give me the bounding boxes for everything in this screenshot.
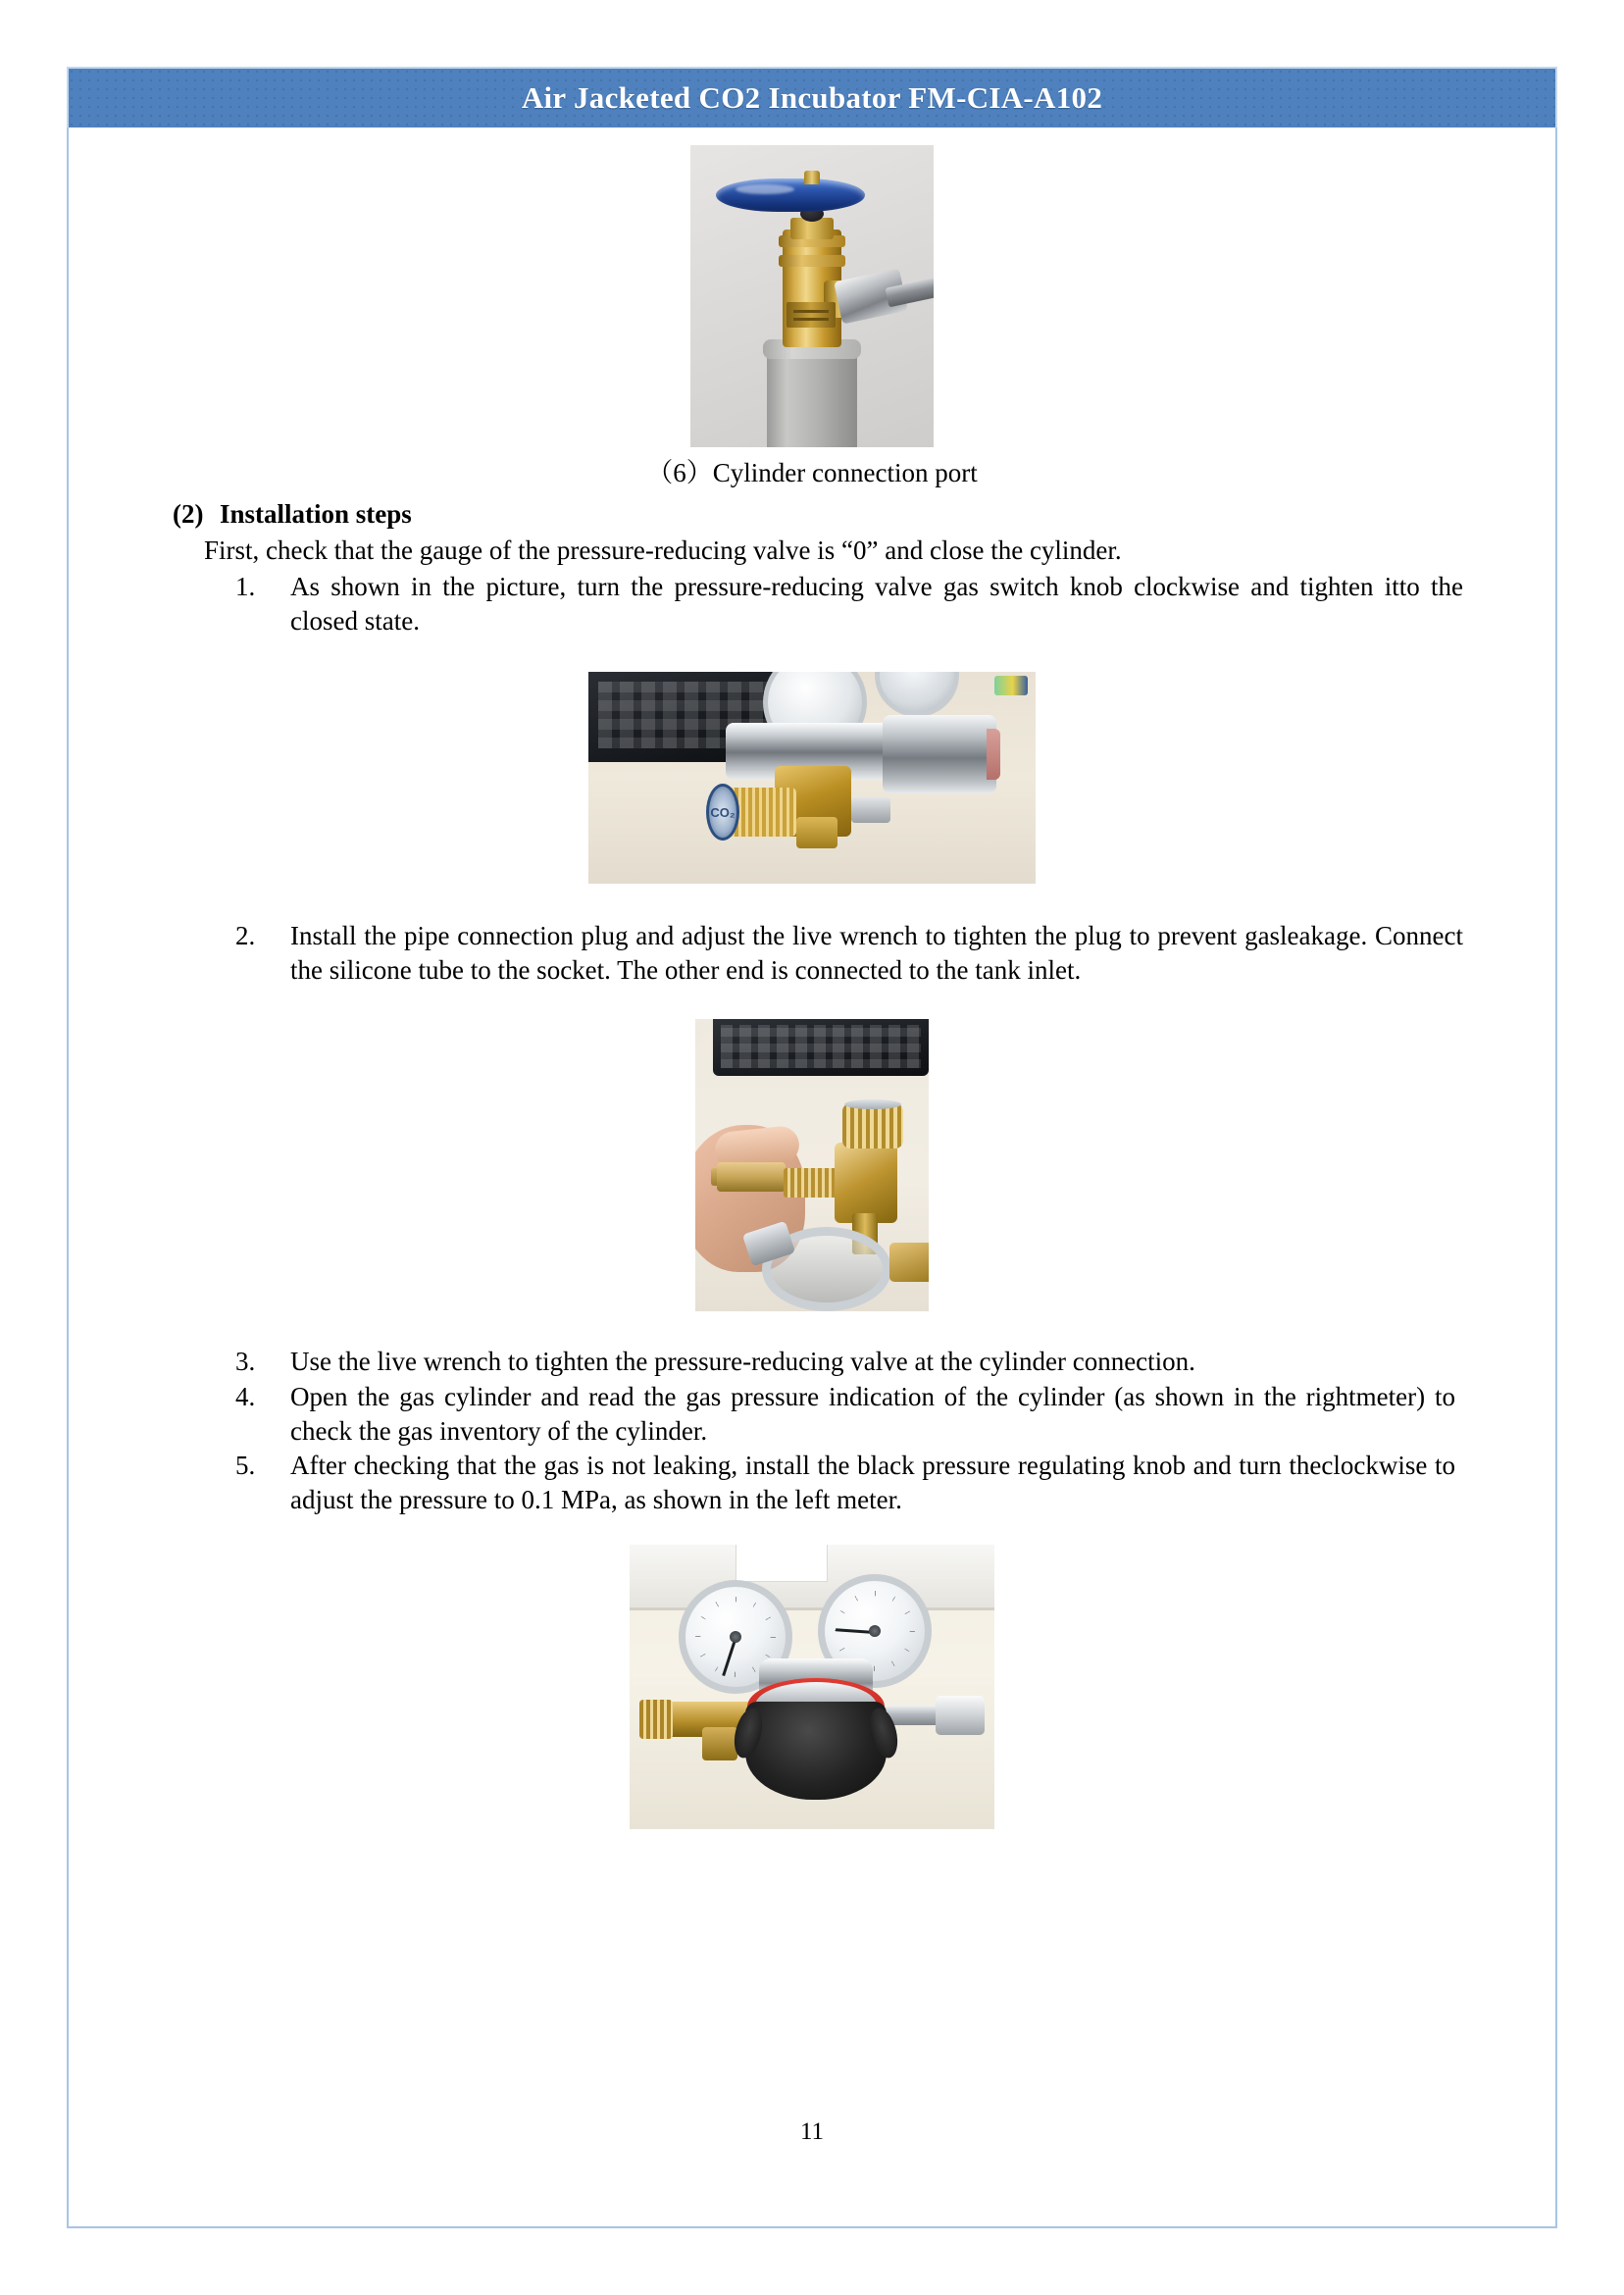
step-text: Install the pipe connection plug and adjust the live wrench to tighten the plug to prevent gasleakage. Connect the silicone tube to the socket. The other end is connected to the tank inlet. xyxy=(290,921,1463,986)
section-number: (2) xyxy=(173,499,204,529)
steps-list-part-2 xyxy=(235,919,1463,988)
brass-fitting-right xyxy=(889,1243,929,1282)
list-item-step-4 xyxy=(235,1380,1455,1449)
inlet-nut-right xyxy=(936,1696,985,1735)
figure-pipe-connection-plug xyxy=(67,1019,1557,1311)
step-text: Open the gas cylinder and read the gas pressure indication of the cylinder (as shown in the rightmeter) to check the gas inventory of the cylinder. xyxy=(290,1381,1455,1446)
co2-knob-label: CO₂ xyxy=(706,784,739,841)
page-content xyxy=(67,128,1557,2168)
step-text: Use the live wrench to tighten the pressure-reducing valve at the cylinder connection. xyxy=(290,1347,1195,1377)
brass-fitting-body xyxy=(835,1143,897,1223)
cylinder-neck xyxy=(767,346,857,447)
hose-clamp xyxy=(851,797,890,823)
brass-elbow xyxy=(702,1727,737,1760)
regulator-chrome-cap xyxy=(883,715,996,793)
paper-sheet xyxy=(736,1545,828,1582)
pressure-reducing-valve-knob-photo xyxy=(588,672,1036,884)
step-marker: 3. xyxy=(235,1347,256,1377)
gauge-hub xyxy=(869,1625,881,1637)
figure-cylinder-connection-port xyxy=(67,145,1557,447)
section-heading-installation-steps xyxy=(173,499,1557,530)
pipe-connection-plug xyxy=(717,1162,786,1192)
list-item-step-1 xyxy=(235,570,1463,638)
section-title: Installation steps xyxy=(220,499,412,529)
threaded-nipple xyxy=(784,1168,840,1198)
step-text: After checking that the gas is not leaking, install the black pressure regulating knob and turn theclockwise to adjust the pressure to 0.1 MPa, as shown in the left meter. xyxy=(290,1450,1455,1514)
page-title: Air Jacketed CO2 Incubator FM-CIA-A102 xyxy=(521,80,1103,115)
list-item-step-2 xyxy=(235,919,1463,988)
knurled-knob xyxy=(842,1103,903,1148)
page-number: 11 xyxy=(799,2118,825,2145)
figure-two-gauge-regulator xyxy=(67,1545,1557,1829)
steps-list-part-3 xyxy=(235,1345,1455,1516)
valve-stamp-marking xyxy=(787,302,836,328)
section-intro-paragraph: First, check that the gauge of the pressure-reducing valve is “0” and close the cylinder. xyxy=(204,536,1122,565)
document-header-banner xyxy=(67,67,1557,128)
gauge-hub xyxy=(730,1631,741,1643)
handwheel-highlight xyxy=(736,184,794,194)
pipe-connection-plug-photo xyxy=(695,1019,929,1311)
step-marker: 4. xyxy=(235,1381,256,1411)
brass-outlet-thread xyxy=(796,817,837,848)
valve-stem-cap xyxy=(804,171,820,184)
two-gauge-regulator-photo xyxy=(630,1545,994,1829)
brass-band-lower xyxy=(779,255,845,267)
step-marker: 2. xyxy=(235,921,256,951)
black-pressure-regulating-knob xyxy=(745,1702,887,1800)
list-item-step-3 xyxy=(235,1345,1455,1379)
step-text: As shown in the picture, turn the pressure-reducing valve gas switch knob clockwise and tighten itto the closed state. xyxy=(290,572,1463,637)
figure-pressure-reducing-valve-knob xyxy=(67,672,1557,884)
list-item-step-5 xyxy=(235,1449,1455,1517)
figure-1-caption: （6）Cylinder connection port xyxy=(646,458,978,487)
keyboard-in-background xyxy=(713,1019,929,1076)
step-marker: 5. xyxy=(235,1450,256,1480)
blue-handwheel xyxy=(716,178,865,212)
step-marker: 1. xyxy=(235,572,256,602)
background-sticker xyxy=(994,676,1028,695)
brass-knurled-nut xyxy=(639,1700,673,1739)
cylinder-connection-port-photo xyxy=(690,145,934,447)
steps-list-part-1 xyxy=(235,570,1463,638)
